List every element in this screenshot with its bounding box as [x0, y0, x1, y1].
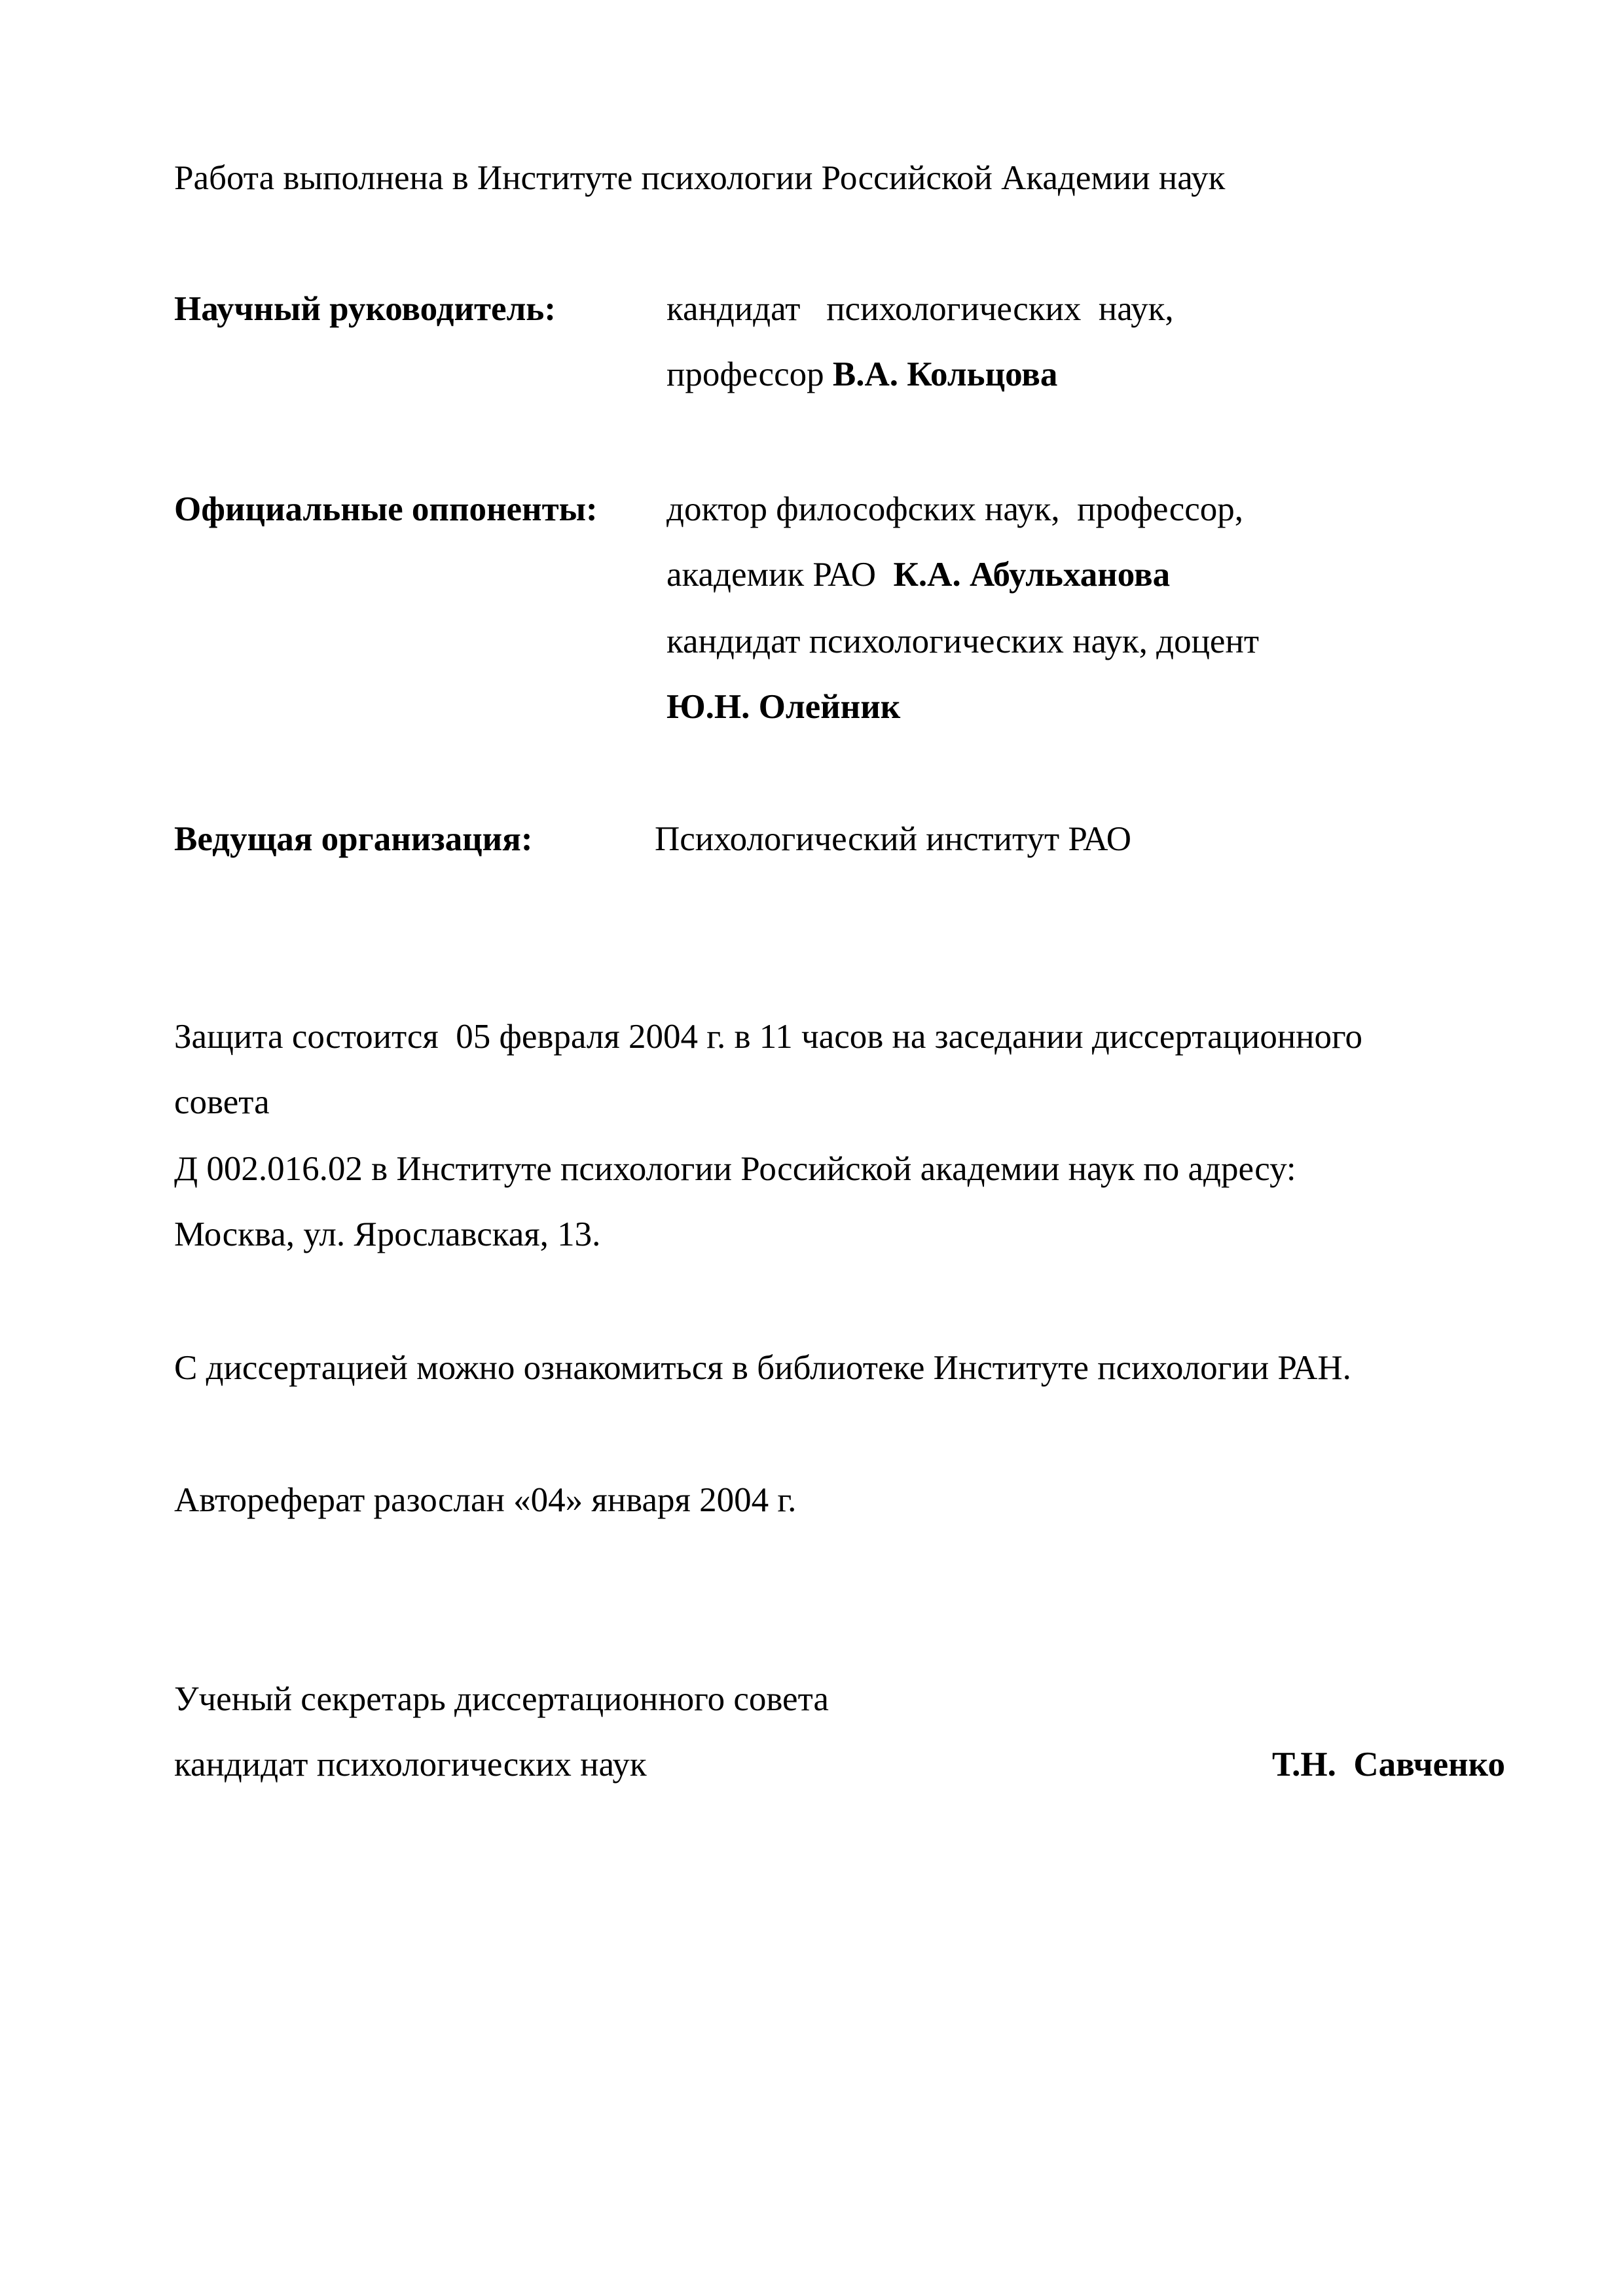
defense-line-4: Москва, ул. Ярославская, 13.: [174, 1215, 601, 1253]
opponents-line-4: [666, 690, 900, 725]
opponents-line-2: академик РАО К.А. Абульханова: [666, 556, 1171, 594]
library-note: С диссертацией можно ознакомиться в библиотеке Институте психологии РАН.: [174, 1349, 1351, 1387]
supervisor-line-2: профессор В.А. Кольцова: [666, 355, 1058, 393]
opponent-name-1: К.А. Абульханова: [893, 556, 1171, 594]
opponents-label: Официальные оппоненты:: [174, 490, 598, 528]
leading-org-value: Психологический институт РАО: [655, 820, 1131, 858]
opponents-line-3: кандидат психологических наук, доцент: [666, 622, 1259, 660]
leading-org-label: Ведущая организация:: [174, 820, 533, 858]
supervisor-line-1: кандидат психологических наук,: [666, 290, 1174, 328]
supervisor-name: В.А. Кольцова: [832, 355, 1058, 393]
sent-note: Автореферат разослан «04» января 2004 г.: [174, 1481, 797, 1519]
supervisor-label: Научный руководитель:: [174, 290, 556, 328]
intro-text: Работа выполнена в Институте психологии Российской Академии наук: [174, 159, 1226, 197]
opponents-line-1: доктор философских наук, профессор,: [666, 490, 1243, 528]
defense-line-1: Защита состоится 05 февраля 2004 г. в 11 часов на заседании диссертационного: [174, 1018, 1362, 1056]
opponent-name-2: Ю.Н. Олейник: [666, 688, 901, 726]
secretary-name: Т.Н. Савченко: [1272, 1746, 1505, 1784]
secretary-line-2: кандидат психологических наук: [174, 1746, 647, 1784]
defense-line-3: Д 002.016.02 в Институте психологии Российской академии наук по адресу:: [174, 1150, 1296, 1188]
defense-line-2: совета: [174, 1083, 270, 1121]
secretary-line-1: Ученый секретарь диссертационного совета: [174, 1680, 829, 1718]
